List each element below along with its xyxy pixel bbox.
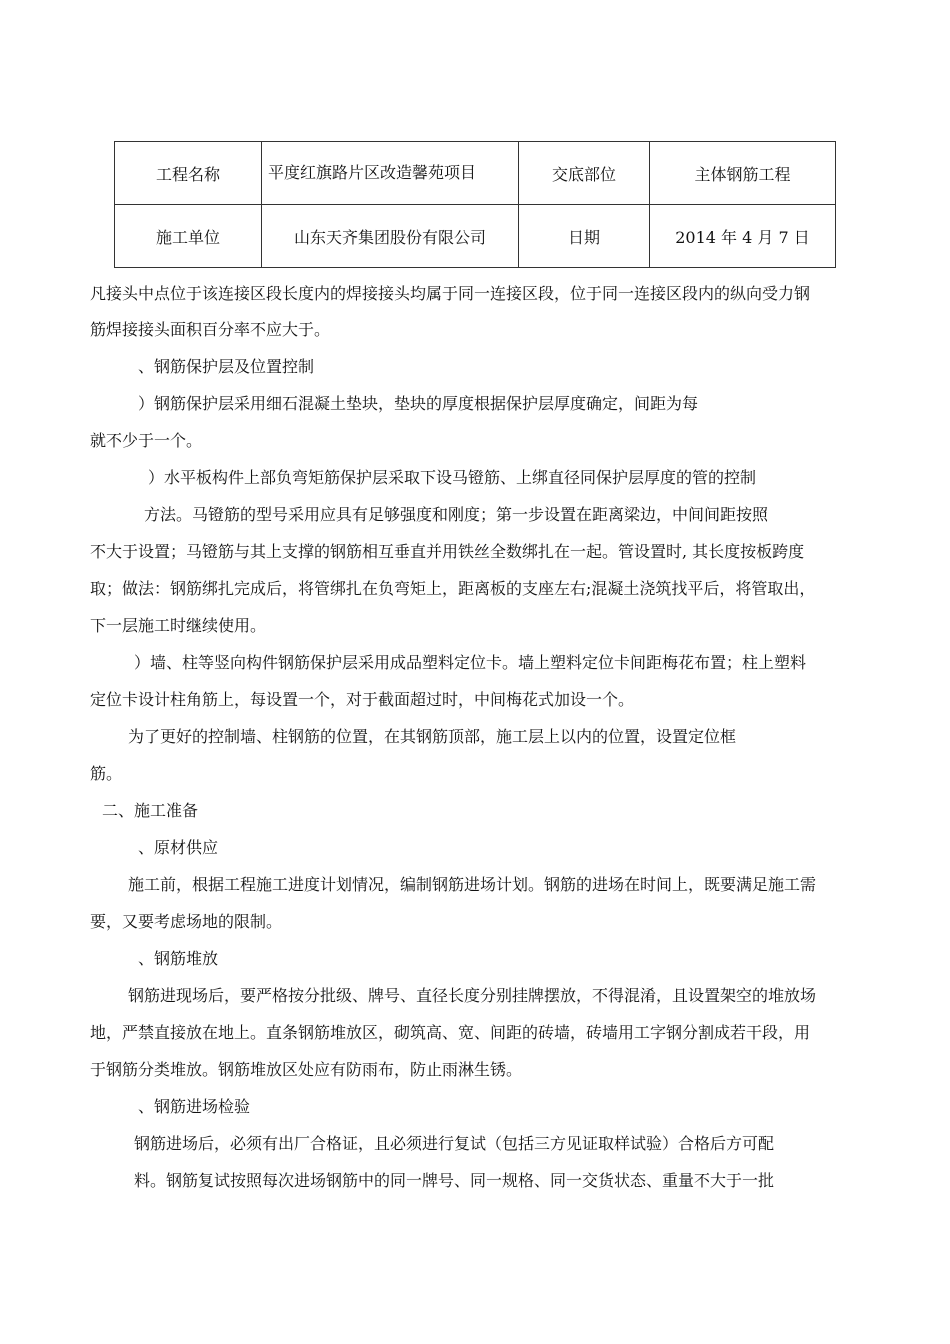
section-heading-cover: 、钢筋保护层及位置控制 [138,357,315,376]
body-line-4: ）钢筋保护层采用细石混凝土垫块，垫块的厚度根据保护层厚度确定，间距为每 [138,394,699,413]
body-line-1: 凡接头中点位于该连接区段长度内的焊接接头均属于同一连接区段，位于同一连接区段内的纵向受力钢 [90,284,811,303]
construction-unit-label: 施工单位 [115,205,262,268]
body-line-13: 为了更好的控制墙、柱钢筋的位置，在其钢筋顶部，施工层上以内的位置，设置定位框 [128,727,737,746]
body-line-21: 地，严禁直接放在地上。直条钢筋堆放区，砌筑高、宽、间距的砖墙，砖墙用工字钢分割成若干段，用 [90,1023,811,1042]
handover-part-label: 交底部位 [519,142,650,205]
body-line-22: 于钢筋分类堆放。钢筋堆放区处应有防雨布，防止雨淋生锈。 [90,1060,523,1079]
date-value: 2014 年 4 月 7 日 [650,205,836,268]
body-line-20: 钢筋进现场后，要严格按分批级、牌号、直径长度分别挂牌摆放，不得混淆，且设置架空的堆放场 [128,986,817,1005]
subheading-storage: 、钢筋堆放 [138,949,219,968]
project-name-value: 平度红旗路片区改造馨苑项目 [262,142,519,205]
body-line-9: 取；做法：钢筋绑扎完成后，将管绑扎在负弯矩上，距离板的支座左右;混凝土浇筑找平后，将管取出， [90,579,816,598]
subheading-materials: 、原材供应 [138,838,219,857]
body-line-24: 钢筋进场后，必须有出厂合格证，且必须进行复试（包括三方见证取样试验）合格后方可配 [134,1134,775,1153]
body-line-17: 施工前，根据工程施工进度计划情况，编制钢筋进场计划。钢筋的进场在时间上，既要满足施工需 [128,875,817,894]
body-line-7: 方法。马镫筋的型号采用应具有足够强度和刚度；第一步设置在距离梁边，中间间距按照 [144,505,769,524]
body-line-25: 料。钢筋复试按照每次进场钢筋中的同一牌号、同一规格、同一交货状态、重量不大于一批 [134,1171,775,1190]
date-label: 日期 [519,205,650,268]
subheading-inspection: 、钢筋进场检验 [138,1097,251,1116]
handover-part-value: 主体钢筋工程 [650,142,836,205]
table-row [115,205,836,268]
body-line-14: 筋。 [90,764,123,783]
body-line-12: 定位卡设计柱角筋上，每设置一个，对于截面超过时，中间梅花式加设一个。 [90,690,635,709]
project-name-label: 工程名称 [115,142,262,205]
body-line-11: ）墙、柱等竖向构件钢筋保护层采用成品塑料定位卡。墙上塑料定位卡间距梅花布置；柱上塑料 [134,653,807,672]
section-heading-preparation: 二、施工准备 [102,801,199,820]
body-line-6: ）水平板构件上部负弯矩筋保护层采取下设马镫筋、上绑直径同保护层厚度的管的控制 [148,468,757,487]
body-line-10: 下一层施工时继续使用。 [90,616,267,635]
body-line-5: 就不少于一个。 [90,431,203,450]
body-line-2: 筋焊接接头面积百分率不应大于。 [90,320,331,339]
construction-unit-value: 山东天齐集团股份有限公司 [262,205,519,268]
table-row [115,142,836,205]
body-line-18: 要，又要考虑场地的限制。 [90,912,283,931]
body-line-8: 不大于设置；马镫筋与其上支撑的钢筋相互垂直并用铁丝全数绑扎在一起。管设置时, 其长度按板跨度 [90,542,805,561]
project-info-table [114,141,836,268]
